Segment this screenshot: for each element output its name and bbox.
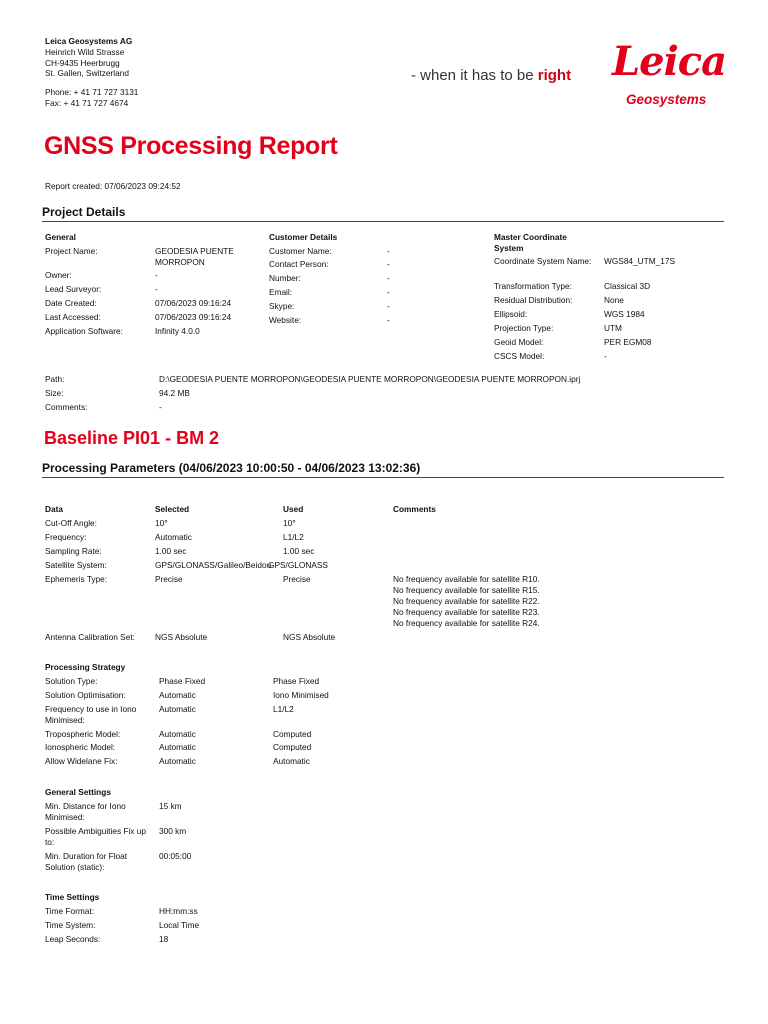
master-value: - xyxy=(604,351,607,361)
master-label: Coordinate System Name: xyxy=(494,256,592,266)
report-created: Report created: 07/06/2023 09:24:52 xyxy=(45,181,181,191)
col-header: Used xyxy=(283,504,304,514)
processing-parameters-heading: Processing Parameters (04/06/2023 10:00:50 - 04/06/2023 13:02:36) xyxy=(42,461,724,478)
param-used: 10° xyxy=(283,518,296,528)
strategy-used: Computed xyxy=(273,742,312,752)
param-data: Ephemeris Type: xyxy=(45,574,108,584)
param-used: 1.00 sec xyxy=(283,546,315,556)
strategy-label: Tropospheric Model: xyxy=(45,729,121,739)
strategy-selected: Automatic xyxy=(159,756,196,766)
strategy-used: Computed xyxy=(273,729,312,739)
customer-label: Customer Name: xyxy=(269,246,332,256)
file-label: Size: xyxy=(45,388,64,398)
time-label: Time Format: xyxy=(45,906,95,916)
strategy-used: L1/L2 xyxy=(273,704,294,714)
company-street: Heinrich Wild Strasse xyxy=(45,46,125,57)
tagline xyxy=(411,67,571,84)
strategy-selected: Automatic xyxy=(159,729,196,739)
file-value: 94.2 MB xyxy=(159,388,190,398)
strategy-selected: Automatic xyxy=(159,742,196,752)
company-city: CH-9435 Heerbrugg xyxy=(45,57,120,68)
time-value: Local Time xyxy=(159,920,200,930)
time-label: Time System: xyxy=(45,920,96,930)
param-data: Sampling Rate: xyxy=(45,546,102,556)
company-fax: Fax: + 41 71 727 4674 xyxy=(45,97,129,108)
strategy-label: Solution Type: xyxy=(45,676,98,686)
master-heading: Master Coordinate System xyxy=(494,232,567,253)
master-label: CSCS Model: xyxy=(494,351,545,361)
company-country: St. Gallen, Switzerland xyxy=(45,68,129,79)
customer-value: - xyxy=(387,273,390,283)
col-header: Data xyxy=(45,504,63,514)
general-label: Project Name: xyxy=(45,246,98,256)
general-settings-heading: General Settings xyxy=(45,787,111,797)
setting-value: 00:05:00 xyxy=(159,851,192,861)
time-settings-heading: Time Settings xyxy=(45,892,100,902)
setting-value: 300 km xyxy=(159,826,187,836)
strategy-selected: Automatic xyxy=(159,704,196,714)
general-label: Owner: xyxy=(45,270,72,280)
logo-brand: Leica xyxy=(612,38,727,85)
param-data: Cut-Off Angle: xyxy=(45,518,97,528)
file-value: - xyxy=(159,402,162,412)
strategy-used: Automatic xyxy=(273,756,310,766)
tagline-emphasis: right xyxy=(537,67,572,84)
master-label: Ellipsoid: xyxy=(494,309,528,319)
customer-value: - xyxy=(387,246,390,256)
strategy-label: Frequency to use in Iono Minimised: xyxy=(45,704,137,725)
general-value: GEODESIA PUENTE MORROPON xyxy=(155,246,234,267)
customer-value: - xyxy=(387,259,390,269)
setting-label: Min. Distance for Iono Minimised: xyxy=(45,801,126,822)
param-used: GPS/GLONASS xyxy=(268,560,328,570)
tagline-prefix: - when it has to be xyxy=(411,67,538,84)
project-details-heading: Project Details xyxy=(42,205,724,222)
param-comment: No frequency available for satellite R23. xyxy=(393,607,540,617)
customer-label: Website: xyxy=(269,315,302,325)
strategy-label: Solution Optimisation: xyxy=(45,690,126,700)
col-header: Comments xyxy=(393,504,436,514)
customer-value: - xyxy=(387,301,390,311)
customer-label: Skype: xyxy=(269,301,295,311)
master-value: Classical 3D xyxy=(604,281,651,291)
file-value: D:\GEODESIA PUENTE MORROPON\GEODESIA PUENTE MORROPON\GEODESIA PUENTE MORROPON.iprj xyxy=(159,374,581,384)
master-value: None xyxy=(604,295,624,305)
master-label: Residual Distribution: xyxy=(494,295,573,305)
general-label: Lead Surveyor: xyxy=(45,284,102,294)
param-data: Satellite System: xyxy=(45,560,107,570)
customer-value: - xyxy=(387,287,390,297)
customer-label: Email: xyxy=(269,287,293,297)
time-label: Leap Seconds: xyxy=(45,934,101,944)
master-value: UTM xyxy=(604,323,622,333)
param-selected: Automatic xyxy=(155,532,192,542)
param-selected: 10° xyxy=(155,518,168,528)
strategy-selected: Automatic xyxy=(159,690,196,700)
leica-logo xyxy=(610,38,728,110)
general-label: Date Created: xyxy=(45,298,97,308)
general-label: Application Software: xyxy=(45,326,123,336)
master-value: WGS84_UTM_17S xyxy=(604,256,676,266)
general-value: - xyxy=(155,284,158,294)
general-label: Last Accessed: xyxy=(45,312,101,322)
time-value: HH:mm:ss xyxy=(159,906,198,916)
master-value: WGS 1984 xyxy=(604,309,645,319)
general-value: Infinity 4.0.0 xyxy=(155,326,200,336)
file-label: Comments: xyxy=(45,402,88,412)
time-value: 18 xyxy=(159,934,169,944)
report-title: GNSS Processing Report xyxy=(44,132,338,160)
param-used: Precise xyxy=(283,574,311,584)
setting-value: 15 km xyxy=(159,801,182,811)
param-selected: 1.00 sec xyxy=(155,546,187,556)
master-label: Transformation Type: xyxy=(494,281,572,291)
param-used: L1/L2 xyxy=(283,532,304,542)
param-data: Frequency: xyxy=(45,532,87,542)
param-comment: No frequency available for satellite R22. xyxy=(393,596,540,606)
master-value: PER EGM08 xyxy=(604,337,652,347)
setting-label: Min. Duration for Float Solution (static): xyxy=(45,851,128,872)
param-used: NGS Absolute xyxy=(283,632,336,642)
strategy-selected: Phase Fixed xyxy=(159,676,206,686)
col-header: Selected xyxy=(155,504,190,514)
master-label: Geoid Model: xyxy=(494,337,544,347)
strategy-label: Ionospheric Model: xyxy=(45,742,116,752)
general-value: 07/06/2023 09:16:24 xyxy=(155,312,232,322)
param-selected: Precise xyxy=(155,574,183,584)
customer-label: Contact Person: xyxy=(269,259,329,269)
param-comment: No frequency available for satellite R10. xyxy=(393,574,540,584)
param-comment: No frequency available for satellite R24. xyxy=(393,618,540,628)
customer-heading: Customer Details xyxy=(269,232,338,242)
general-value: 07/06/2023 09:16:24 xyxy=(155,298,232,308)
strategy-heading: Processing Strategy xyxy=(45,662,126,672)
general-value: - xyxy=(155,270,158,280)
setting-label: Possible Ambiguities Fix up to: xyxy=(45,826,146,847)
strategy-used: Iono Minimised xyxy=(273,690,329,700)
param-selected: NGS Absolute xyxy=(155,632,208,642)
param-selected: GPS/GLONASS/Galileo/Beidou xyxy=(155,560,272,570)
param-comment: No frequency available for satellite R15. xyxy=(393,585,540,595)
company-name: Leica Geosystems AG xyxy=(45,36,133,46)
baseline-title: Baseline PI01 - BM 2 xyxy=(44,428,220,448)
strategy-used: Phase Fixed xyxy=(273,676,320,686)
company-phone: Phone: + 41 71 727 3131 xyxy=(45,87,139,98)
file-label: Path: xyxy=(45,374,65,384)
general-heading: General xyxy=(45,232,76,242)
customer-label: Number: xyxy=(269,273,301,283)
company-address xyxy=(45,36,138,109)
customer-value: - xyxy=(387,315,390,325)
strategy-label: Allow Widelane Fix: xyxy=(45,756,118,766)
master-label: Projection Type: xyxy=(494,323,554,333)
param-data: Antenna Calibration Set: xyxy=(45,632,135,642)
logo-sub: Geosystems xyxy=(626,92,707,107)
